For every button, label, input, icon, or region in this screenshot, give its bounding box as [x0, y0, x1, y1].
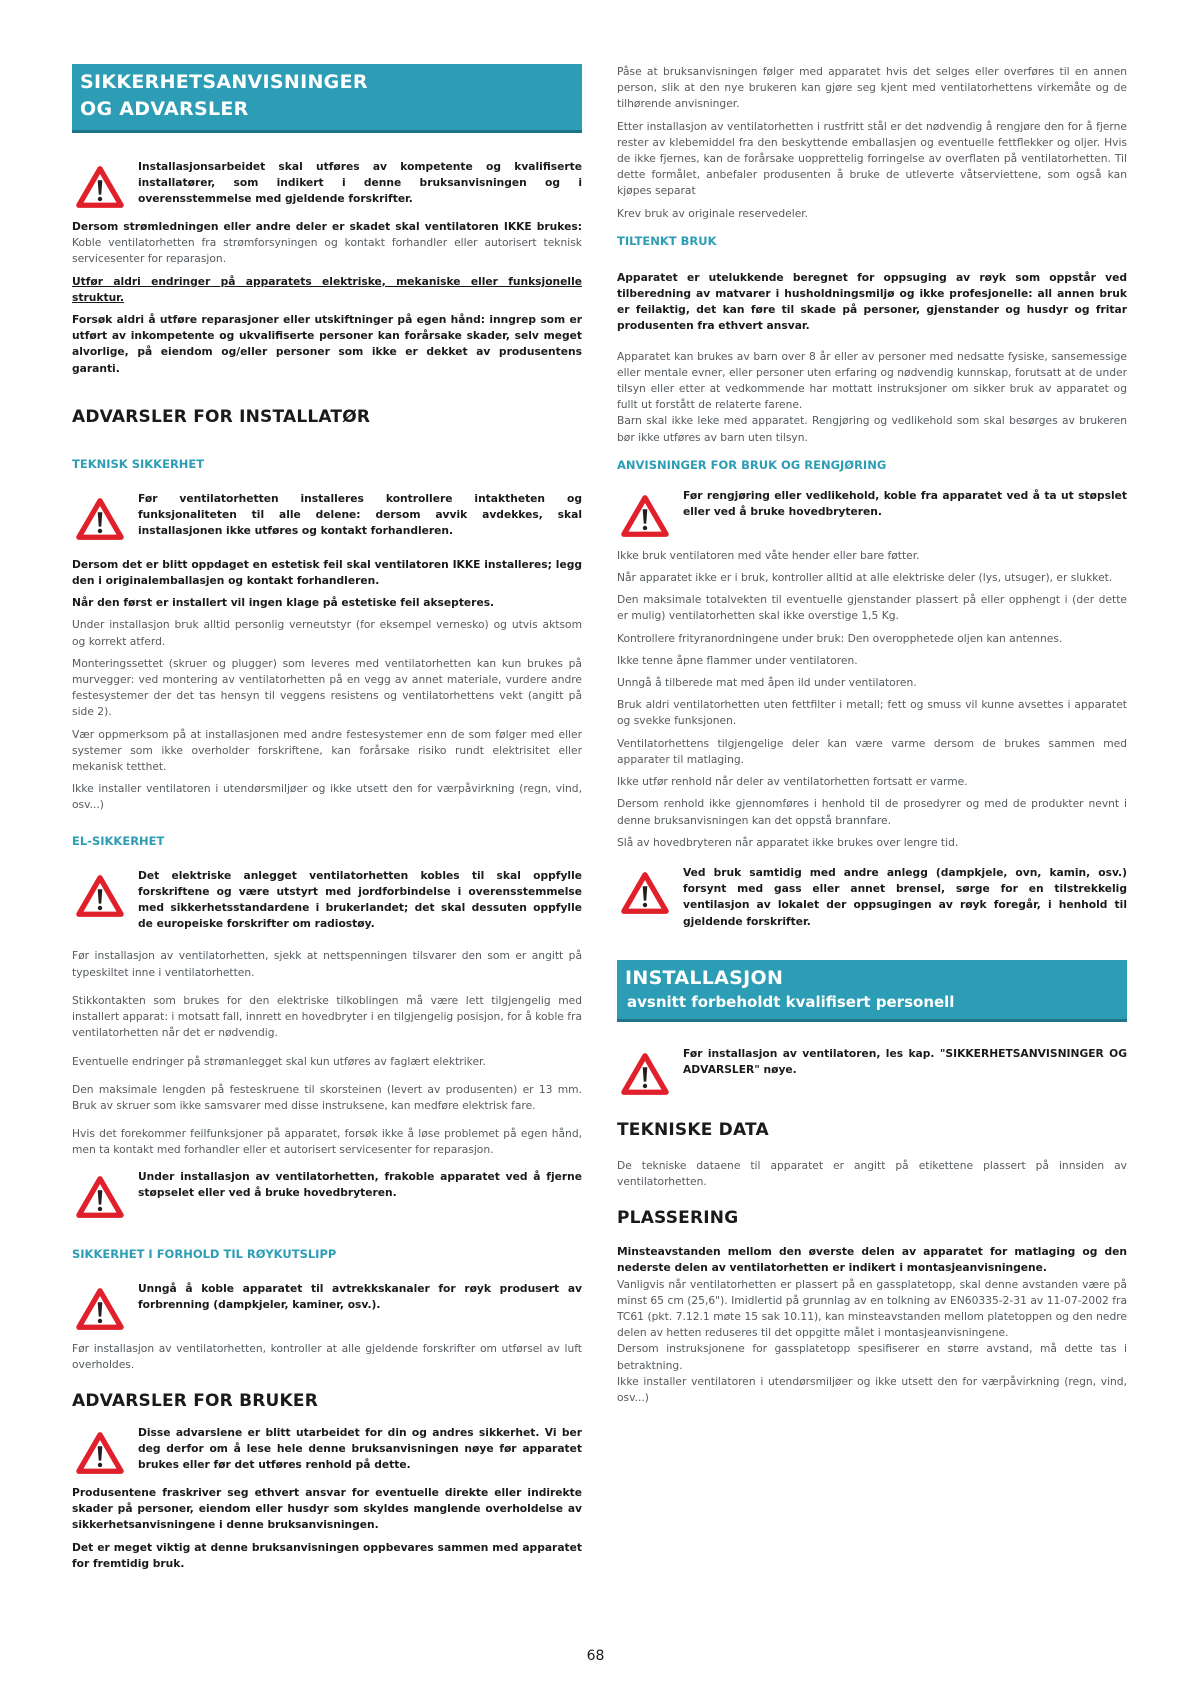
paragraph: Dersom instruksjonene for gassplatetopp spesifiserer en større avstand, må dette tas i betraktning. — [617, 1342, 1127, 1372]
subsection-heading: ANVISNINGER FOR BRUK OG RENGJØRING — [617, 457, 887, 472]
warning-text: Før installasjon av ventilatoren, les kap. "SIKKERHETSANVISNINGER OG ADVARSLER" nøye. — [683, 1046, 1127, 1076]
paragraph: Krev bruk av originale reservedeler. — [617, 206, 809, 220]
list-item: Dersom renhold ikke gjennomføres i henhold til de prosedyrer og med de produkter nevnt i denne bruksanvisningen kan det oppstå brannfare. — [617, 797, 1127, 827]
warning-triangle-icon — [76, 497, 124, 541]
subsection-heading: EL-SIKKERHET — [72, 833, 165, 848]
paragraph: Dersom det er blitt oppdaget en estetisk feil skal ventilatoren IKKE installeres; legg den i originalemballasjen og kontakt forhandleren. — [72, 557, 582, 588]
list-item: Unngå å tilberede mat med åpen ild under ventilatoren. — [617, 676, 917, 690]
installation-banner — [617, 960, 1127, 1022]
paragraph: Ikke installer ventilatoren i utendørsmiljøer og ikke utsett den for værpåvirkning (regn, vind, osv...) — [617, 1374, 1127, 1404]
warning-box — [617, 1046, 1127, 1096]
section-heading: ADVARSLER FOR BRUKER — [72, 1390, 319, 1411]
list-item: Ikke bruk ventilatoren med våte hender eller bare føtter. — [617, 548, 920, 562]
paragraph: Den maksimale lengden på festeskruene til skorsteinen (levert av produsenten) er 13 mm. Bruk av skruer som ikke samsvarer med disse instruksene, kan medføre elektrisk fare. — [72, 1082, 582, 1112]
warning-box — [72, 1281, 582, 1331]
paragraph: Stikkontakten som brukes for den elektriske tilkoblingen må være lett tilgjengelig med installert apparat: i motsatt fall, innrett en hovedbryter i en tilgjengelig posisjon, for å koble fra ventilatorhetten når det er nødvendig. — [72, 993, 582, 1040]
warning-text: Før ventilatorhetten installeres kontrollere intaktheten og funksjonaliteten til alle delene: dersom avvik avdekkes, skal installasjonen ikke utføres og kontakt forhandleren. — [138, 491, 582, 538]
paragraph: Forsøk aldri å utføre reparasjoner eller utskiftninger på egen hånd: inngrep som er utført av inkompetente og ukvalifiserte personer kan forårsake skader, selv meget alvorlige, på eiendom og/eller personer som ikke er dekket av produsentens garanti. — [72, 313, 582, 375]
warning-triangle-icon — [76, 874, 124, 918]
paragraph: Barn skal ikke leke med apparatet. Rengjøring og vedlikehold som skal besørges av brukeren bør ikke utføres av barn uten tilsyn. — [617, 414, 1127, 444]
paragraph: Produsentene fraskriver seg ethvert ansvar for eventuelle direkte eller indirekte skader på personer, eiendom eller husdyr som skyldes manglende overholdelse av sikkerhetsanvisningene i denne bruksanvisningen. — [72, 1485, 582, 1532]
list-item: Ikke tenne åpne flammer under ventilatoren. — [617, 653, 858, 667]
warning-triangle-icon — [621, 871, 669, 915]
list-item: Slå av hovedbryteren når apparatet ikke brukes over lengre tid. — [617, 835, 959, 849]
paragraph: Eventuelle endringer på strømanlegget skal kun utføres av faglært elektriker. — [72, 1054, 486, 1068]
list-item: Bruk aldri ventilatorhetten uten fettfilter i metall; fett og smuss vil kunne avsettes i apparatet og svekke funksjonen. — [617, 698, 1127, 728]
safety-banner — [72, 64, 582, 133]
section-heading: TEKNISKE DATA — [617, 1119, 769, 1140]
warning-text: Installasjonsarbeidet skal utføres av kompetente og kvalifiserte installatører, som indikert i denne bruksanvisningen og i overensstemmelse med gjeldende forskrifter. — [138, 160, 582, 206]
warning-triangle-icon — [621, 494, 669, 538]
warning-box — [72, 868, 582, 933]
warning-text: Det elektriske anlegget ventilatorhetten kobles til skal oppfylle forskriftene og være utstyrt med jordforbindelse i overensstemmelse med sikkerhetsstandardene i brukerlandet; det skal dessuten oppfylle de europeiske forskrifter om radiostøy. — [138, 868, 582, 931]
warning-triangle-icon — [76, 165, 124, 209]
banner-title-line2: OG ADVARSLER — [80, 98, 249, 120]
subsection-heading: TILTENKT BRUK — [617, 233, 717, 248]
list-item: Ikke utfør renhold når deler av ventilatorhetten fortsatt er varme. — [617, 775, 968, 789]
paragraph-light: Koble ventilatorhetten fra strømforsyningen og kontakt forhandler eller autorisert teknisk servicesenter for reparasjon. — [72, 236, 582, 266]
left-column — [72, 64, 582, 1578]
paragraph: Apparatet er utelukkende beregnet for oppsuging av røyk som oppstår ved tilberedning av matvarer i husholdningsmiljø og ikke profesjonelle: all annen bruk er feilaktig, det kan føre til skade på personer, gjenstander og husdyr og fritar produsenten fra ethvert ansvar. — [617, 270, 1127, 333]
warning-text: Unngå å koble apparatet til avtrekkskanaler for røyk produsert av forbrenning (dampkjeler, kaminer, osv.). — [138, 1281, 582, 1311]
list-item: Kontrollere frityranordningene under bruk: Den overopphetede oljen kan antennes. — [617, 631, 1063, 645]
warning-box — [617, 488, 1127, 538]
paragraph: Før installasjon av ventilatorhetten, kontroller at alle gjeldende forskrifter om utførsel av luft overholdes. — [72, 1341, 582, 1371]
warning-text: Disse advarslene er blitt utarbeidet for din og andres sikkerhet. Vi ber deg derfor om å lese hele denne bruksanvisningen nøye før apparatet brukes eller før det utføres renhold på dette. — [138, 1425, 582, 1472]
paragraph: Vanligvis når ventilatorhetten er plassert på en gassplatetopp, skal denne avstanden være på minst 65 cm (25,6"). Imidlertid på grunnlag av en tolkning av EN60335-2-31 av 11-07-2002 fra TC61 (pkt. 7.12.1 møte 15 sak 10.11), kan minsteavstanden mellom platetoppen og den nedre delen av hetten reduseres til det oppgitte målet i montasjeanvisningene. — [617, 1277, 1127, 1340]
list-item: Når apparatet ikke er i bruk, kontroller alltid at alle elektriske deler (lys, utsuger), er slukket. — [617, 571, 1113, 585]
warning-triangle-icon — [76, 1175, 124, 1219]
warning-text: Ved bruk samtidig med andre anlegg (dampkjele, ovn, kamin, osv.) forsynt med gass eller annet brensel, sørge for en tilstrekkelig ventilasjon av lokalet der oppsugingen av røyk foregår, i henhold til gjeldende forskrifter. — [683, 865, 1127, 928]
paragraph: Påse at bruksanvisningen følger med apparatet hvis det selges eller overføres til en annen person, slik at den nye brukeren kan gjøre seg kjent med ventilatorhettens virkemåte og de tilhørende anvisninger. — [617, 65, 1127, 111]
section-heading: PLASSERING — [617, 1208, 739, 1229]
warning-box — [72, 1425, 582, 1475]
warning-box — [72, 1169, 582, 1219]
warning-box — [617, 865, 1127, 930]
warning-text: Under installasjon av ventilatorhetten, frakoble apparatet ved å fjerne støpselet eller ved å bruke hovedbryteren. — [138, 1169, 582, 1199]
page-number: 68 — [586, 1648, 605, 1664]
paragraph: Utfør aldri endringer på apparatets elektriske, mekaniske eller funksjonelle struktur. — [72, 274, 582, 304]
paragraph: Det er meget viktig at denne bruksanvisningen oppbevares sammen med apparatet for fremtidig bruk. — [72, 1540, 582, 1570]
paragraph-bold: Dersom strømledningen eller andre deler er skadet skal ventilatoren IKKE brukes: — [72, 220, 582, 233]
paragraph: Vær oppmerksom på at installasjonen med andre festesystemer enn de som følger med eller systemer som ikke overholder forskriftene, kan forårsake risiko rundt elektrisitet eller mekanisk tetthet. — [72, 727, 582, 774]
paragraph: Ikke installer ventilatoren i utendørsmiljøer og ikke utsett den for værpåvirkning (regn, vind, osv...) — [72, 782, 582, 812]
subsection-heading: SIKKERHET I FORHOLD TIL RØYKUTSLIPP — [72, 1246, 337, 1261]
warning-text: Før rengjøring eller vedlikehold, koble fra apparatet ved å ta ut støpslet eller ved å bruke hovedbryteren. — [683, 488, 1127, 519]
warning-box — [72, 159, 582, 209]
paragraph: Hvis det forekommer feilfunksjoner på apparatet, forsøk ikke å løse problemet på egen hånd, men ta kontakt med forhandler eller et autorisert servicesenter for reparasjon. — [72, 1127, 582, 1157]
paragraph: Monteringssettet (skruer og plugger) som leveres med ventilatorhetten kan kun brukes på murvegger: ved montering av ventilatorhetten på en vegg av annet materiale, vurdere andre festesystemer der det tas hensyn til veggens resistens og ventilatorhettens vekt (angitt på side 2). — [72, 656, 582, 719]
paragraph — [72, 219, 582, 268]
banner-title-line1: SIKKERHETSANVISNINGER — [80, 71, 368, 93]
paragraph: Under installasjon bruk alltid personlig verneutstyr (for eksempel vernesko) og utvis aktsom og korrekt atferd. — [72, 618, 582, 648]
paragraph: De tekniske dataene til apparatet er angitt på etikettene plassert på innsiden av ventilatorhetten. — [617, 1158, 1127, 1188]
right-column — [617, 64, 1127, 1412]
list-item: Ventilatorhettens tilgjengelige deler kan være varme dersom de brukes sammen med apparater til matlaging. — [617, 736, 1127, 766]
paragraph: Minsteavstanden mellom den øverste delen av apparatet for matlaging og den nederste delen av ventilatorhetten er indikert i montasjeanvisningene. — [617, 1245, 1127, 1275]
banner-subtitle: avsnitt forbeholdt kvalifisert personell — [627, 992, 955, 1011]
subsection-heading: TEKNISK SIKKERHET — [72, 456, 205, 471]
paragraph: Apparatet kan brukes av barn over 8 år eller av personer med nedsatte fysiske, sansemessige eller mentale evner, eller personer uten erfaring og nødvendig kunnskap, forutsatt at de under tilsyn eller etter at vedkommende har mottatt instruksjoner om sikker bruk av apparatet og fullt ut forstått de relaterte farene. — [617, 349, 1127, 412]
paragraph: Før installasjon av ventilatorhetten, sjekk at nettspenningen tilsvarer den som er angitt på typeskiltet inne i ventilatorhetten. — [72, 949, 582, 979]
warning-box — [72, 491, 582, 541]
warning-triangle-icon — [76, 1287, 124, 1331]
list-item: Den maksimale totalvekten til eventuelle gjenstander plassert på eller opphengt i (der dette er mulig) ventilatorhetten skal ikke overstige 1,5 Kg. — [617, 593, 1127, 623]
section-heading: ADVARSLER FOR INSTALLATØR — [72, 406, 371, 427]
warning-triangle-icon — [621, 1052, 669, 1096]
paragraph: Etter installasjon av ventilatorhetten i rustfritt stål er det nødvendig å rengjøre den for å fjerne rester av klebemiddel fra den beskyttende emballasjen og eventuelle fettflekker og oljer. Hvis de ikke fjernes, kan de forårsake uopprettelig forringelse av overflaten på ventilatorhetten. Til dette formålet, anbefaler produsenten å bruke de utleverte våtserviettene, som også kan kjøpes separat — [617, 119, 1127, 198]
warning-triangle-icon — [76, 1431, 124, 1475]
paragraph: Når den først er installert vil ingen klage på estetiske feil aksepteres. — [72, 596, 495, 610]
banner-title: INSTALLASJON — [625, 966, 784, 989]
